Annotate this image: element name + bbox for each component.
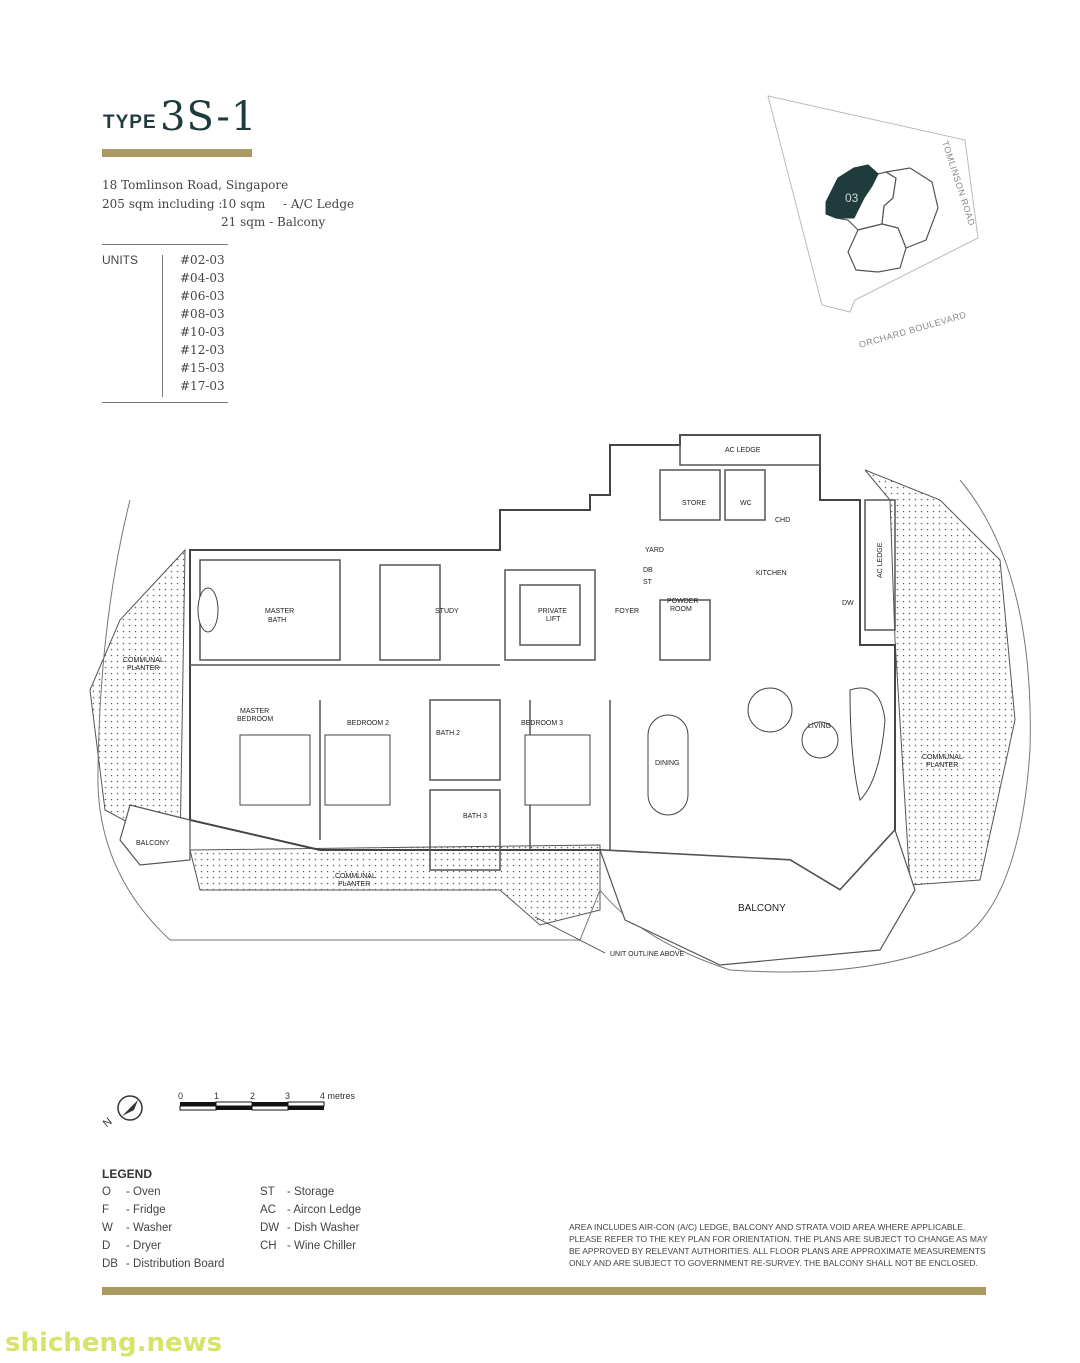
key-plan-road-tomlinson: TOMLINSON ROAD	[940, 139, 978, 228]
legend-desc: - Distribution Board	[126, 1258, 225, 1270]
bath-2-wall	[430, 700, 500, 780]
key-plan-tower-south	[848, 224, 906, 272]
label-private-lift-2: LIFT	[546, 616, 561, 623]
label-chd: CHD	[775, 517, 791, 524]
label-dining: DINING	[655, 760, 680, 767]
label-balcony-left: BALCONY	[136, 840, 170, 847]
balcony-main-outline	[600, 830, 915, 965]
label-master-bath-2: BATH	[268, 617, 287, 624]
label-dw: DW	[842, 600, 854, 607]
bedroom-3-bed	[525, 735, 590, 805]
legend-desc: - Aircon Ledge	[287, 1204, 362, 1216]
legend-desc: - Oven	[126, 1186, 161, 1198]
communal-planter-right	[865, 470, 1015, 885]
address: 18 Tomlinson Road, Singapore	[102, 178, 289, 192]
label-private-lift-1: PRIVATE	[538, 608, 567, 615]
watermark: shicheng.news	[5, 1328, 223, 1358]
north-arrow-icon	[100, 1090, 156, 1130]
scale-tick-label: 2	[250, 1091, 256, 1101]
legend-code: DB	[102, 1258, 118, 1270]
label-bath-3: BATH 3	[463, 813, 487, 820]
key-plan	[760, 90, 1000, 360]
private-lift-shaft	[505, 570, 595, 660]
bathtub	[198, 588, 218, 632]
scale-tick-label: 3	[285, 1091, 291, 1101]
key-plan-road-orchard: ORCHARD BOULEVARD	[857, 309, 968, 350]
legend-desc: - Fridge	[126, 1204, 166, 1216]
label-master-bath-1: MASTER	[265, 608, 295, 615]
label-communal-planter-left-2: PLANTER	[127, 665, 160, 672]
label-powder-room-2: ROOM	[670, 606, 692, 613]
key-plan-unit-marker: 03	[845, 191, 859, 205]
label-st: ST	[643, 579, 652, 586]
legend-code: ST	[260, 1186, 275, 1198]
label-study: STUDY	[435, 608, 459, 615]
living-chair-1	[748, 688, 792, 732]
title-main: 3S-1	[160, 94, 258, 140]
legend-desc: - Dryer	[126, 1240, 162, 1252]
label-living: LIVING	[808, 723, 831, 730]
label-ac-ledge-top: AC LEDGE	[725, 447, 761, 454]
label-communal-planter-left-1: COMMUNAL	[123, 657, 164, 664]
label-yard: YARD	[645, 547, 664, 554]
living-sofa	[850, 688, 885, 800]
gold-divider-top	[102, 149, 252, 157]
legend-desc: - Dish Washer	[287, 1222, 360, 1234]
label-communal-planter-bottom-1: COMMUNAL	[335, 873, 376, 880]
units-divider	[162, 255, 163, 397]
disclaimer-text: AREA INCLUDES AIR-CON (A/C) LEDGE, BALCONY AND STRATA VOID AREA WHERE APPLICABLE. PLEASE REFER TO THE KEY PLAN FOR ORIENTATION. THE PLANS ARE SUBJECT TO CHANGE AS MAY BE APPROVED BY RELEVANT AUTHORITIES. ALL FLOOR PLANS ARE APPROXIMATE MEASUREMENTS ONLY AND ARE SUBJECT TO GOVERNMENT RE-SURVEY. THE BALCONY SHALL NOT BE ENCLOSED.	[569, 1222, 988, 1268]
legend-code: CH	[260, 1240, 277, 1252]
furniture	[198, 588, 885, 815]
legend-code: W	[102, 1222, 113, 1234]
label-store: STORE	[682, 500, 706, 507]
legend-code: D	[102, 1240, 111, 1252]
unit-number: #15-03	[180, 361, 225, 375]
units-table	[102, 244, 228, 403]
legend-code: AC	[260, 1204, 276, 1216]
scale-tick-label: 4 metres	[320, 1091, 356, 1101]
private-lift-car	[520, 585, 580, 645]
unit-number: #08-03	[180, 307, 225, 321]
label-communal-planter-right-1: COMMUNAL	[922, 754, 963, 761]
area-line1-prefix: 205 sqm including :	[102, 197, 223, 211]
legend-desc: - Washer	[126, 1222, 173, 1234]
communal-planter-left	[90, 550, 185, 850]
label-communal-planter-bottom-2: PLANTER	[338, 881, 371, 888]
label-db: DB	[643, 567, 653, 574]
unit-outer-wall	[190, 435, 895, 890]
label-kitchen: KITCHEN	[756, 570, 787, 577]
unit-number: #06-03	[180, 289, 225, 303]
legend-desc: - Storage	[287, 1186, 335, 1198]
label-master-bedroom-1: MASTER	[240, 708, 270, 715]
area-line2: 21 sqm - Balcony	[221, 215, 326, 229]
unit-outline-leader	[535, 917, 605, 953]
unit-number: #04-03	[180, 271, 225, 285]
title-prefix: TYPE	[103, 112, 157, 133]
area-line1-qty: 10 sqm	[221, 197, 266, 211]
legend-title: LEGEND	[102, 1167, 153, 1181]
label-master-bedroom-2: BEDROOM	[237, 716, 274, 723]
unit-number: #12-03	[180, 343, 225, 357]
scale-tick-label: 1	[214, 1091, 220, 1101]
label-unit-outline-above: UNIT OUTLINE ABOVE	[610, 951, 685, 958]
label-balcony-main: BALCONY	[738, 903, 786, 914]
area-line1-item: - A/C Ledge	[283, 197, 355, 211]
label-foyer: FOYER	[615, 608, 640, 615]
units-label: UNITS	[102, 253, 138, 267]
label-wc: WC	[740, 500, 752, 507]
unit-number: #10-03	[180, 325, 225, 339]
label-bedroom-3: BEDROOM 3	[521, 720, 564, 727]
legend-desc: - Wine Chiller	[287, 1240, 357, 1252]
scale-tick-label: 0	[178, 1091, 184, 1101]
north-label: N	[100, 1115, 115, 1130]
unit-number: #17-03	[180, 379, 225, 393]
label-powder-room-1: POWDER	[667, 598, 699, 605]
store-wall	[660, 470, 720, 520]
floor-plan	[80, 420, 1040, 980]
master-bed	[240, 735, 310, 805]
legend-code: DW	[260, 1222, 280, 1234]
label-ac-ledge-side: AC LEDGE	[877, 542, 884, 578]
bedroom-2-bed	[325, 735, 390, 805]
legend-code: O	[102, 1186, 111, 1198]
wc-wall	[725, 470, 765, 520]
label-communal-planter-right-2: PLANTER	[926, 762, 959, 769]
unit-number: #02-03	[180, 253, 225, 267]
communal-planter-bottom	[190, 845, 600, 925]
gold-divider-bottom	[102, 1287, 986, 1295]
scale-bar	[170, 1088, 370, 1118]
label-bath-2: BATH 2	[436, 730, 460, 737]
label-bedroom-2: BEDROOM 2	[347, 720, 390, 727]
legend-code: F	[102, 1204, 110, 1216]
wardrobe-block	[380, 565, 440, 660]
